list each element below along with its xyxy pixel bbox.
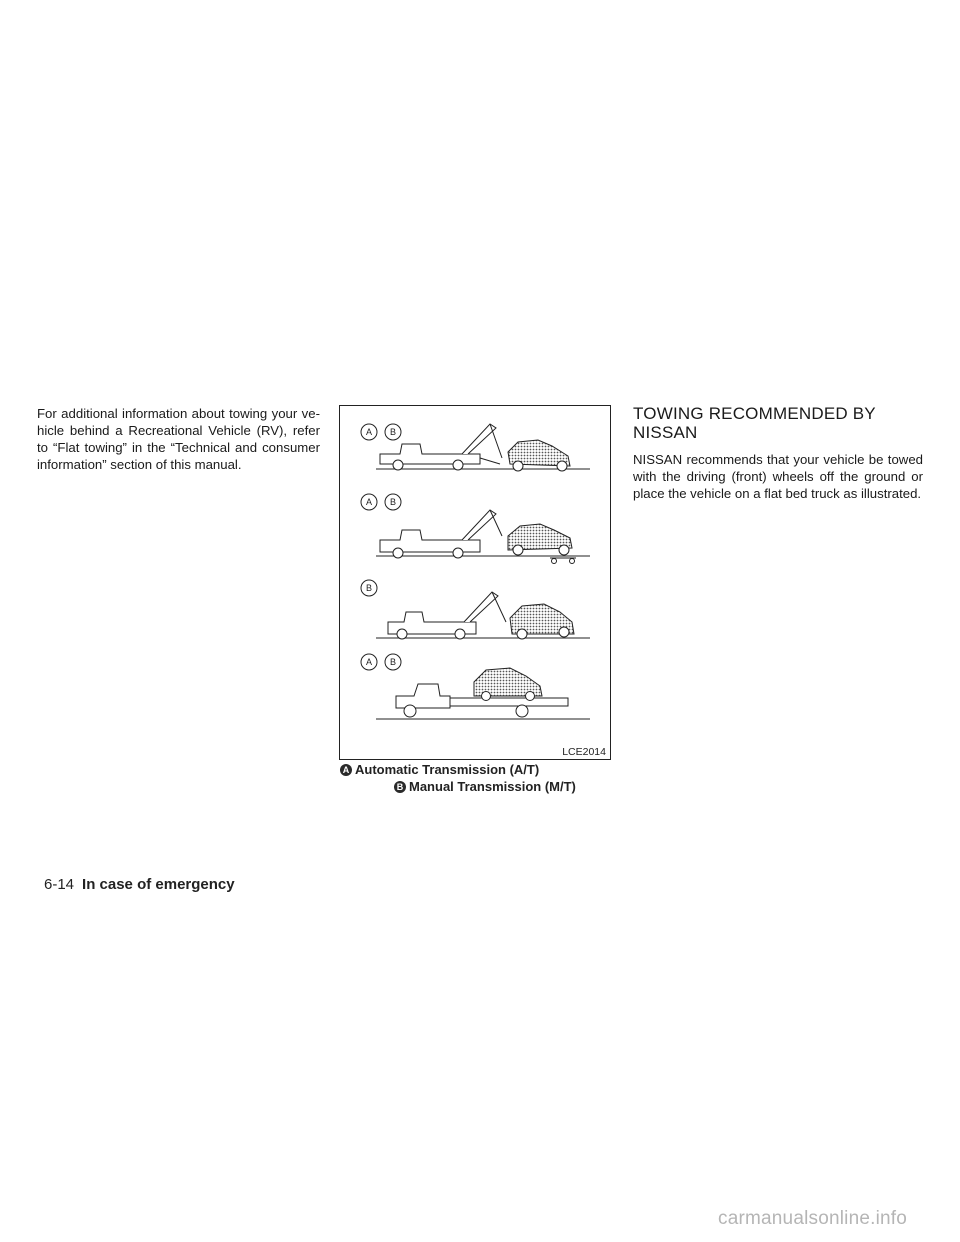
panel-1-label-b: B (389, 427, 397, 437)
legend-manual (394, 779, 576, 794)
legend-a-text: Automatic Transmission (A/T) (355, 762, 540, 777)
right-column (633, 404, 923, 502)
towing-illustration (339, 405, 611, 760)
legend-automatic (340, 762, 539, 777)
towing-rv-paragraph: For additional information about towing your ve- hicle behind a Recreational Vehicle (RV), refer to “Flat towing” in the “Technical and consumer information” section of this manual. (37, 406, 320, 472)
panel-2-label-b: B (389, 497, 397, 507)
panel-4-label-a: A (365, 657, 373, 667)
figure-code: LCE2014 (562, 746, 606, 758)
section-name: In case of emergency (82, 876, 235, 893)
legend-b-text: Manual Transmission (M/T) (409, 779, 576, 794)
panel-3-label-b: B (365, 583, 373, 593)
left-column (37, 405, 320, 473)
page-footer (44, 876, 235, 893)
watermark: carmanualsonline.info (718, 1208, 908, 1229)
legend-b-marker: B (394, 781, 406, 793)
towing-recommendation-paragraph: NISSAN recommends that your vehicle be towed with the driving (front) wheels off the ground or place the vehicle on a flat bed truck as illustrated. (633, 452, 923, 501)
towing-illustration-drawing (340, 406, 610, 759)
panel-4-label-b: B (389, 657, 397, 667)
panel-1-label-a: A (365, 427, 373, 437)
legend-a-marker: A (340, 764, 352, 776)
page-number: 6-14 (44, 876, 75, 893)
panel-2-label-a: A (365, 497, 373, 507)
panel-3-wrecker-rear-lift (361, 580, 590, 639)
section-heading: TOWING RECOMMENDED BY NISSAN (633, 404, 876, 442)
